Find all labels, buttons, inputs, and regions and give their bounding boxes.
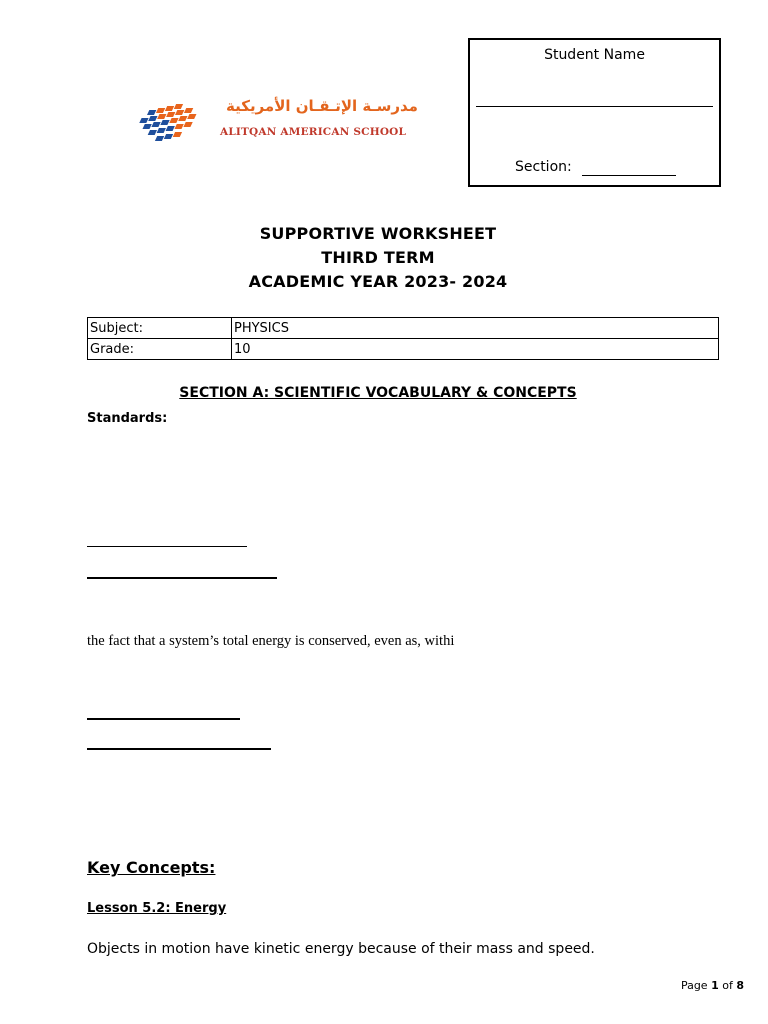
section-blank[interactable] <box>582 175 676 176</box>
logo-tile <box>148 130 157 135</box>
subject-value: PHYSICS <box>232 318 719 339</box>
logo-tile <box>174 104 183 109</box>
page-word: Page <box>680 979 708 992</box>
key-concept-text: Objects in motion have kinetic energy because of their mass and speed. <box>87 941 595 957</box>
logo-tile <box>173 132 182 137</box>
logo-tile <box>183 122 192 127</box>
grade-label: Grade: <box>88 339 232 360</box>
logo-tile <box>157 114 166 119</box>
logo-tile <box>160 120 169 125</box>
logo-tile <box>166 126 175 131</box>
page-current: 1 <box>711 979 719 992</box>
logo-tile <box>147 110 156 115</box>
logo-tile <box>184 108 193 113</box>
logo-tile <box>175 110 184 115</box>
table-row <box>88 339 719 360</box>
worksheet-title: SUPPORTIVE WORKSHEET <box>259 224 497 243</box>
logo-tile <box>187 114 196 119</box>
logo-tile <box>164 134 173 139</box>
logo-tile <box>157 128 166 133</box>
logo-tile <box>139 118 148 123</box>
answer-line[interactable] <box>87 748 271 750</box>
answer-line[interactable] <box>87 546 247 547</box>
subject-table <box>87 317 719 360</box>
standards-label: Standards: <box>87 411 168 426</box>
logo-tile <box>148 116 157 121</box>
term-title: THIRD TERM <box>321 248 435 267</box>
table-row <box>88 318 719 339</box>
answer-line[interactable] <box>87 577 277 579</box>
section-a-title: SECTION A: SCIENTIFIC VOCABULARY & CONCEPTS <box>179 385 577 401</box>
logo-tile <box>151 122 160 127</box>
student-name-blank[interactable] <box>476 106 713 107</box>
student-name-label: Student Name <box>544 47 645 63</box>
of-word: of <box>722 979 733 992</box>
logo-tile <box>166 112 175 117</box>
school-name-arabic: مدرسـة الإتـقـان الأمريكية <box>226 97 418 115</box>
key-concepts-heading: Key Concepts: <box>87 858 216 877</box>
school-name-english: ALITQAN AMERICAN SCHOOL <box>220 126 407 138</box>
logo-tile <box>165 106 174 111</box>
subject-label: Subject: <box>88 318 232 339</box>
lesson-title: Lesson 5.2: Energy <box>87 901 227 916</box>
logo-tile <box>142 124 151 129</box>
logo-tile <box>155 136 164 141</box>
academic-year-title: ACADEMIC YEAR 2023- 2024 <box>248 272 508 291</box>
logo-tile <box>178 116 187 121</box>
page-number <box>681 979 744 992</box>
partial-standard-text: the fact that a system’s total energy is conserved, even as, withi <box>87 633 455 649</box>
answer-line[interactable] <box>87 718 240 720</box>
section-label: Section: <box>515 159 572 175</box>
logo-mark-icon <box>139 104 196 141</box>
grade-value: 10 <box>232 339 719 360</box>
logo-tile <box>174 124 183 129</box>
page-total: 8 <box>736 979 744 992</box>
logo-tile <box>169 118 178 123</box>
logo-tile <box>156 108 165 113</box>
student-info-box <box>468 38 721 187</box>
